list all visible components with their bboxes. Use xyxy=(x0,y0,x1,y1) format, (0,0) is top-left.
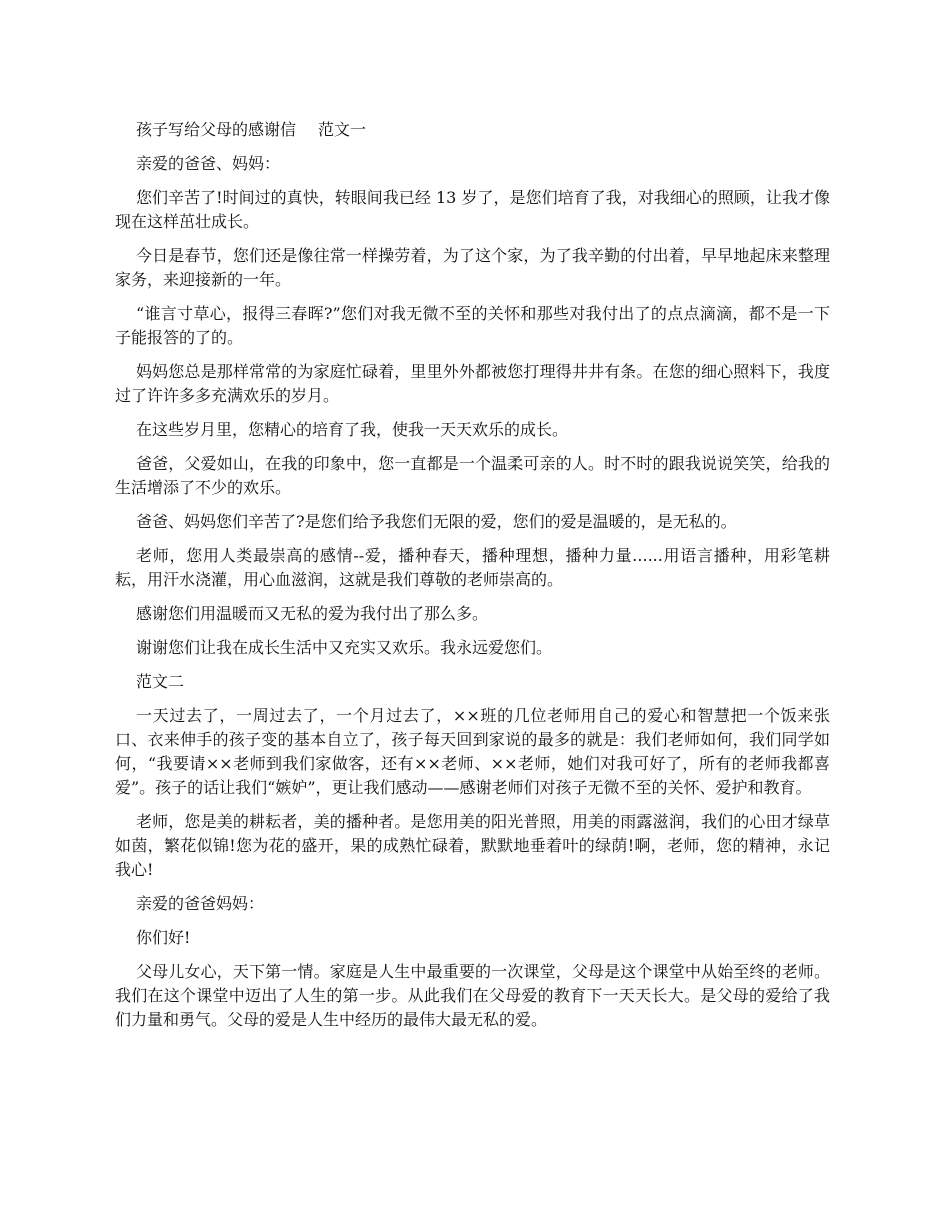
paragraph: 父母儿女心，天下第一情。家庭是人生中最重要的一次课堂，父母是这个课堂中从始至终的老师。我们在这个课堂中迈出了人生的第一步。从此我们在父母爱的教育下一天天长大。是父母的爱给了我们力量和勇气。父母的爱是人生中经历的最伟大最无私的爱。 xyxy=(115,962,830,1029)
title-suffix: 范文一 xyxy=(318,120,367,139)
paragraph: 妈妈您总是那样常常的为家庭忙碌着，里里外外都被您打理得井井有条。在您的细心照料下，我度过了许许多多充满欢乐的岁月。 xyxy=(115,362,830,405)
document-title xyxy=(115,118,830,142)
title-text: 孩子写给父母的感谢信 xyxy=(136,120,297,139)
paragraph: 在这些岁月里，您精心的培育了我，使我一天天欢乐的成长。 xyxy=(136,420,569,439)
paragraph-greeting: 亲爱的爸爸妈妈： xyxy=(136,894,265,913)
paragraph: 爸爸，父爱如山，在我的印象中，您一直都是一个温柔可亲的人。时不时的跟我说说笑笑，给我的生活增添了不少的欢乐。 xyxy=(115,454,830,497)
paragraph: 您们辛苦了!时间过的真快，转眼间我已经 13 岁了，是您们培育了我，对我细心的照顾，让我才像现在这样茁壮成长。 xyxy=(115,188,830,231)
paragraph: 一天过去了，一周过去了，一个月过去了，××班的几位老师用自己的爱心和智慧把一个饭来张口、衣来伸手的孩子变的基本自立了，孩子每天回到家说的最多的就是：我们老师如何，我们同学如何，“我要请××老师到我们家做客，还有××老师、××老师，她们对我可好了，所有的老师我都喜爱”。孩子的话让我们“嫉妒”，更让我们感动——感谢老师们对孩子无微不至的关怀、爱护和教育。 xyxy=(115,706,830,797)
paragraph: 感谢您们用温暖而又无私的爱为我付出了那么多。 xyxy=(136,604,489,623)
paragraph: 爸爸、妈妈您们辛苦了?是您们给予我您们无限的爱，您们的爱是温暖的，是无私的。 xyxy=(136,512,737,531)
document-body xyxy=(115,118,830,1042)
section-heading: 范文二 xyxy=(136,672,185,691)
paragraph: 老师，您用人类最崇高的感情--爱，播种春天，播种理想，播种力量......用语言播种，用彩笔耕耘，用汗水浇灌，用心血滋润，这就是我们尊敬的老师崇高的。 xyxy=(115,546,830,589)
paragraph-salutation: 你们好! xyxy=(136,928,191,947)
paragraph: 老师，您是美的耕耘者，美的播种者。是您用美的阳光普照，用美的雨露滋润，我们的心田才绿草如茵，繁花似锦!您为花的盛开，果的成熟忙碌着，默默地垂着叶的绿荫!啊，老师，您的精神，永记我心! xyxy=(115,812,830,879)
paragraph-greeting: 亲爱的爸爸、妈妈： xyxy=(136,154,281,173)
paragraph: 谢谢您们让我在成长生活中又充实又欢乐。我永远爱您们。 xyxy=(136,638,553,657)
paragraph: 今日是春节，您们还是像往常一样操劳着，为了这个家，为了我辛勤的付出着，早早地起床来整理家务，来迎接新的一年。 xyxy=(115,246,830,289)
paragraph: “谁言寸草心，报得三春晖?”您们对我无微不至的关怀和那些对我付出了的点点滴滴，都不是一下子能报答的了的。 xyxy=(115,304,830,347)
